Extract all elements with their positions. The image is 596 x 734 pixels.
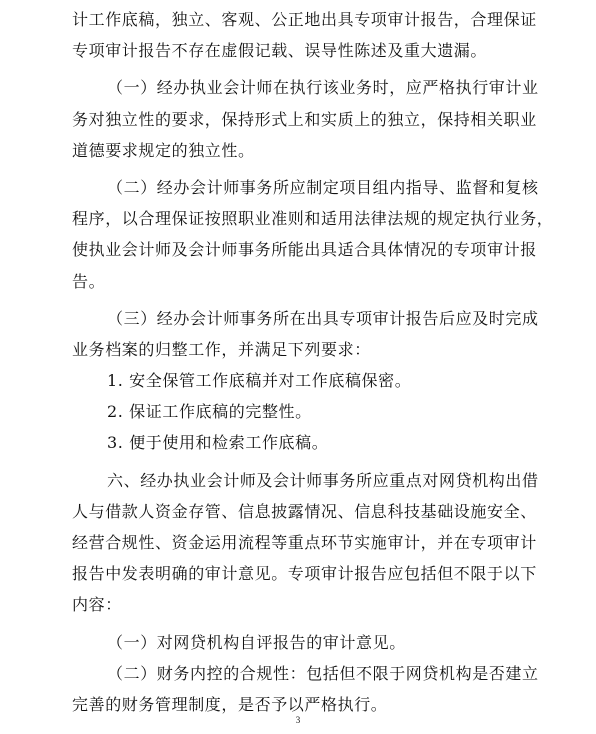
paragraph-line: （一）对网贷机构自评报告的审计意见。 [107,632,406,652]
paragraph-line: （二）财务内控的合规性：包括但不限于网贷机构是否建立 [107,663,539,683]
text-line: 计工作底稿，独立、客观、公正地出具专项审计报告，合理保证 [72,10,537,29]
numbered-item: 2. 保证工作底稿的完整性。 [107,402,312,422]
paragraph-line: （一）经办执业会计师在执行该业务时，应严格执行审计业 [107,78,539,98]
text-line: 告。 [72,271,106,291]
text-line: 专项审计报告不存在虚假记载、误导性陈述及重大遗漏。 [72,41,488,61]
text-line: 道德要求规定的独立性。 [72,140,255,160]
numbered-item: 1. 安全保管工作底稿并对工作底稿保密。 [107,371,412,391]
text-line: 务对独立性的要求，保持形式上和实质上的独立，保持相关职业 [72,109,537,129]
paragraph-line: （三）经办会计师事务所在出具专项审计报告后应及时完成 [107,308,539,328]
text-line: 经营合规性、资金运用流程等重点环节实施审计，并在专项审计 [72,533,537,552]
text-line: 完善的财务管理制度，是否予以严格执行。 [72,694,388,714]
numbered-item: 3. 便于使用和检索工作底稿。 [107,433,329,453]
text-line: 业务档案的归整工作，并满足下列要求： [72,339,371,359]
text-line: 报告中发表明确的审计意见。专项审计报告应包括但不限于以下 [72,564,537,584]
text-line: 程序，以合理保证按照职业准则和适用法律法规的规定执行业务， [72,209,554,229]
paragraph-line: （二）经办会计师事务所应制定项目组内指导、监督和复核 [107,177,539,197]
document-body [72,4,554,720]
text-line: 内容： [72,595,122,615]
section-heading-line: 六、经办执业会计师及会计师事务所应重点对网贷机构出借 [107,470,539,490]
text-line: 人与借款人资金存管、信息披露情况、信息科技基础设施安全、 [72,501,537,521]
page-number: 3 [295,715,301,725]
text-line: 使执业会计师及会计师事务所能出具适合具体情况的专项审计报 [72,240,537,260]
